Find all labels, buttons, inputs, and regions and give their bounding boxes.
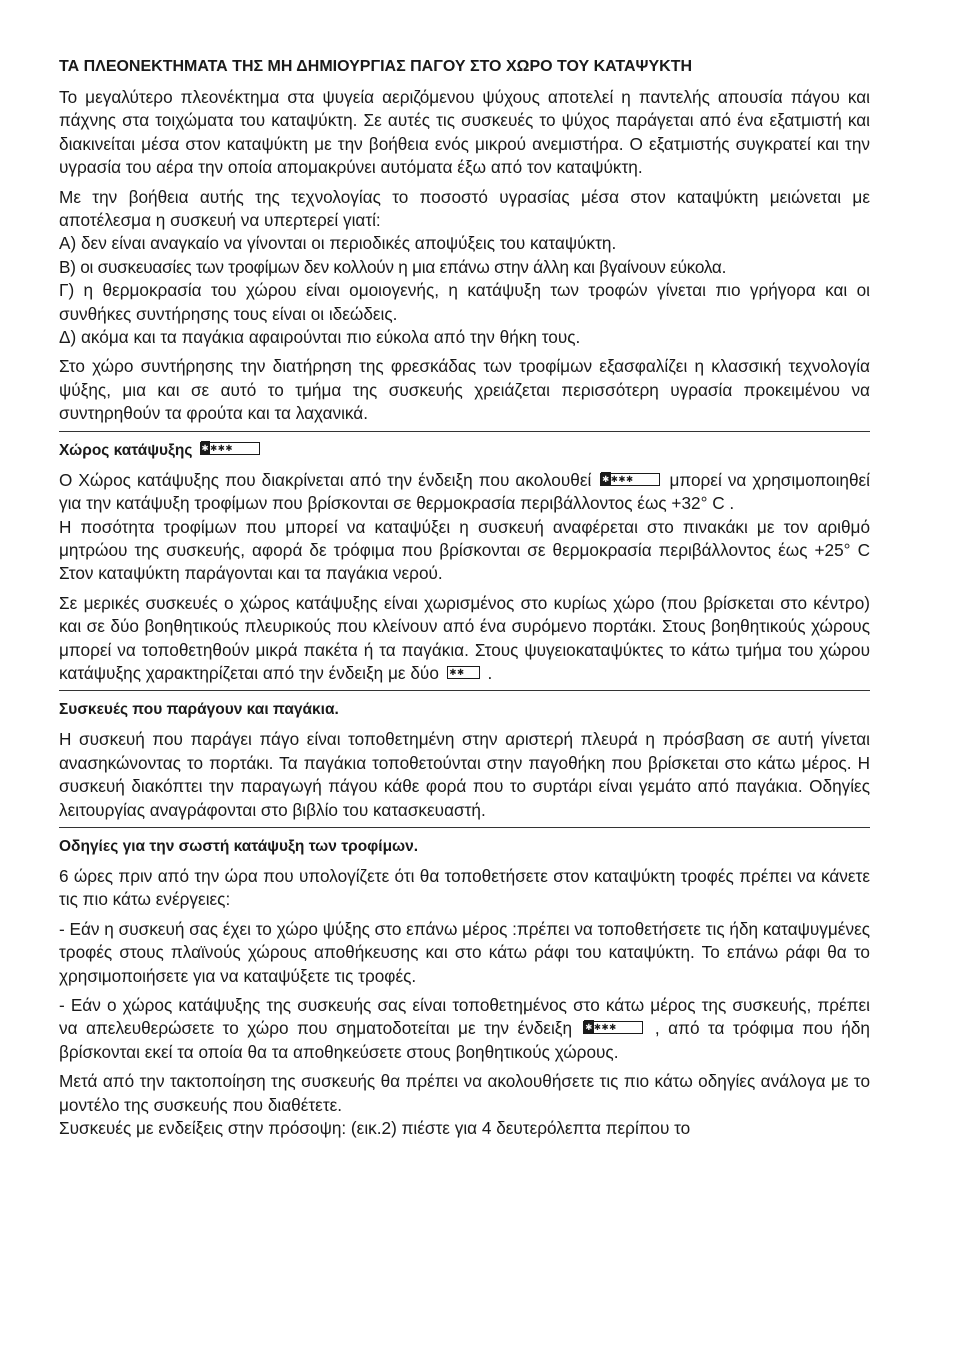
section-heading-guide: Οδηγίες για την σωστή κατάψυξη των τροφίμων. (59, 837, 419, 855)
four-star-freezer-icon: ✱✱✱✱ (583, 1021, 643, 1034)
section-heading-ice: Συσκευές που παράγουν και παγάκια. (59, 701, 339, 719)
intro-paragraph-2: Με την βοήθεια αυτής της τεχνολογίας το ποσοστό υγρασίας μέσα στον καταψύκτη μειώνεται με αποτέλεσμα η συσκευή να υπερτερεί γιατί: (59, 186, 870, 231)
freezer-heading-text: Χώρος κατάψυξης (59, 441, 193, 459)
guide-paragraph-2: - Εάν η συσκευή σας έχει το χώρο ψύξης στο επάνω μέρος :πρέπει να τοποθετήσετε τις ήδη καταψυγμένες τροφές στους πλαϊνούς χώρους αποθήκευσης και στο κάτω ράφι του καταψύκτη. Το επάνω ράφι θα το χρησιμοποιήσετε για να καταψύξετε τις τροφές. (59, 918, 871, 986)
freezer-paragraph-3 (59, 592, 870, 686)
guide-p3-text-after: , από τα τρόφιμα που ήδη βρίσκονται εκεί τα οποία θα τα αποθηκεύσετε στους βοηθητικούς χώρους. (59, 1018, 870, 1062)
intro-list-item-c: Γ) η θερμοκρασία του χώρου είναι ομοιογενής, η κατάψυξη των τροφών γίνεται πιο γρήγορα και οι συνθήκες συντήρησης τους είναι οι ιδεώδεις. (59, 280, 870, 324)
freezer-p3-text-before: Σε μερικές συσκευές ο χώρος κατάψυξης είναι χωρισμένος στο κυρίως χώρο (που βρίσκεται στο κέντρο) και σε δύο βοηθητικούς πλευρικούς που κλείνουν από ένα συρόμενο πορτάκι. Στους βοηθητικούς χώρους μπορεί να τοποθετηθούν μικρά πακέτα ή τα παγάκια. Στους ψυγειοκαταψύκτες το κάτω τμήμα του χώρου κατάψυξης χαρακτηρίζεται από την ένδειξη με δύο (59, 592, 870, 683)
guide-p3-text-before: - Εάν ο χώρος κατάψυξης της συσκευής σας είναι τοποθετημένος στο κάτω μέρος της συσκευής, πρέπει να απελευθερώσετε το χώρο που σηματοδοτείται με την ένδειξη (59, 995, 870, 1039)
four-star-freezer-icon: ✱✱✱✱ (200, 442, 260, 455)
section-heading-freezer (59, 440, 870, 462)
section-divider (59, 827, 870, 828)
intro-paragraph-1: Το μεγαλύτερο πλεονέκτημα στα ψυγεία αεριζόμενου ψύχους αποτελεί η παντελής απουσία πάγου και πάχνης στα τοιχώματα του καταψύκτη. Σε αυτές τις συσκευές το ψύχος παράγεται από ένα εξατμιστή και διακινείται μέσα στον καταψύκτη με την βοήθεια ενός μικρού ανεμιστήρα. Ο εξατμιστής συγκρατεί και την υγρασία του αέρα την οποία απομακρύνει αυτόματα έξω από τον καταψύκτη. (59, 87, 870, 178)
guide-paragraph-3 (59, 994, 870, 1064)
guide-paragraph-4: Μετά από την τακτοποίηση της συσκευής θα πρέπει να ακολουθήσετε τις πιο κάτω οδηγίες ανάλογα με το μοντέλο της συσκευής που διαθέτετε. (59, 1071, 870, 1115)
section-divider (59, 431, 870, 432)
ice-paragraph: Η συσκευή που παράγει πάγο είναι τοποθετημένη στην αριστερή πλευρά η πρόσβαση σε αυτή γίνεται ανασηκώνοντας το πορτάκι. Τα παγάκια τοποθετούνται στην παγοθήκη που βρίσκεται στο κάτω μέρος. Η συσκευή διακόπτει την παραγωγή πάγου κάθε φορά που το συρτάρι είναι γεμάτο από παγάκια. Οδηγίες λειτουργίας αναγράφονται στο βιβλίο του κατασκευαστή. (59, 729, 870, 820)
two-star-icon: ✱✱ (447, 666, 480, 679)
freezer-paragraph-2: Η ποσότητα τροφίμων που μπορεί να καταψύξει η συσκευή αναφέρεται στο πινακάκι με τον αριθμό μητρώου της συσκευής, αφορά δε τρόφιμα που βρίσκονται σε θερμοκρασία περιβάλλοντος έως +25° C Στον καταψύκτη παράγονται και τα παγάκια νερού. (59, 516, 870, 584)
freezer-p1-text-before: Ο Χώρος κατάψυξης που διακρίνεται από την ένδειξη που ακολουθεί (59, 469, 592, 490)
page-title: ΤΑ ΠΛΕΟΝΕΚΤΗΜΑΤΑ ΤΗΣ ΜΗ ΔΗΜΙΟΥΡΓΙΑΣ ΠΑΓΟΥ ΣΤΟ ΧΩΡΟ ΤΟΥ ΚΑΤΑΨΥΚΤΗ (59, 58, 693, 75)
guide-paragraph-1: 6 ώρες πριν από την ώρα που υπολογίζετε ότι θα τοποθετήσετε στον καταψύκτη τροφές πρέπει να κάνετε τις πιο κάτω ενέργειες: (59, 865, 870, 910)
freezer-p3-text-after: . (487, 662, 493, 683)
guide-paragraph-5: Συσκευές με ενδείξεις στην πρόσοψη: (εικ.2) πιέστε για 4 δευτερόλεπτα περίπου το (59, 1118, 691, 1139)
intro-list-item-d: Δ) ακόμα και τα παγάκια αφαιρούνται πιο εύκολα από την θήκη τους. (59, 327, 581, 348)
document-page (59, 56, 870, 1140)
four-star-freezer-icon: ✱✱✱✱ (600, 473, 660, 486)
freezer-paragraph-1 (59, 469, 870, 516)
freezer-p1-text-after: μπορεί να χρησιμοποιηθεί για την κατάψυξη τροφίμων που βρίσκονται σε θερμοκρασία περιβάλλοντος έως +32° C . (59, 469, 871, 514)
intro-list-item-b: Β) οι συσκευασίες των τροφίμων δεν κολλούν η μια επάνω στην άλλη και βγαίνουν εύκολα. (59, 256, 727, 277)
intro-paragraph-3: Στο χώρο συντήρησης την διατήρηση της φρεσκάδας των τροφίμων εξασφαλίζει η κλασσική τεχνολογία ψύξης, μια και σε αυτό το τμήμα της συσκευής χρειάζεται περισσότερη υγρασία προκειμένου να συντηρηθούν τα φρούτα και τα λαχανικά. (59, 356, 870, 424)
section-divider (59, 690, 870, 691)
intro-list-item-a: Α) δεν είναι αναγκαίο να γίνονται οι περιοδικές αποψύξεις του καταψύκτη. (59, 233, 617, 254)
